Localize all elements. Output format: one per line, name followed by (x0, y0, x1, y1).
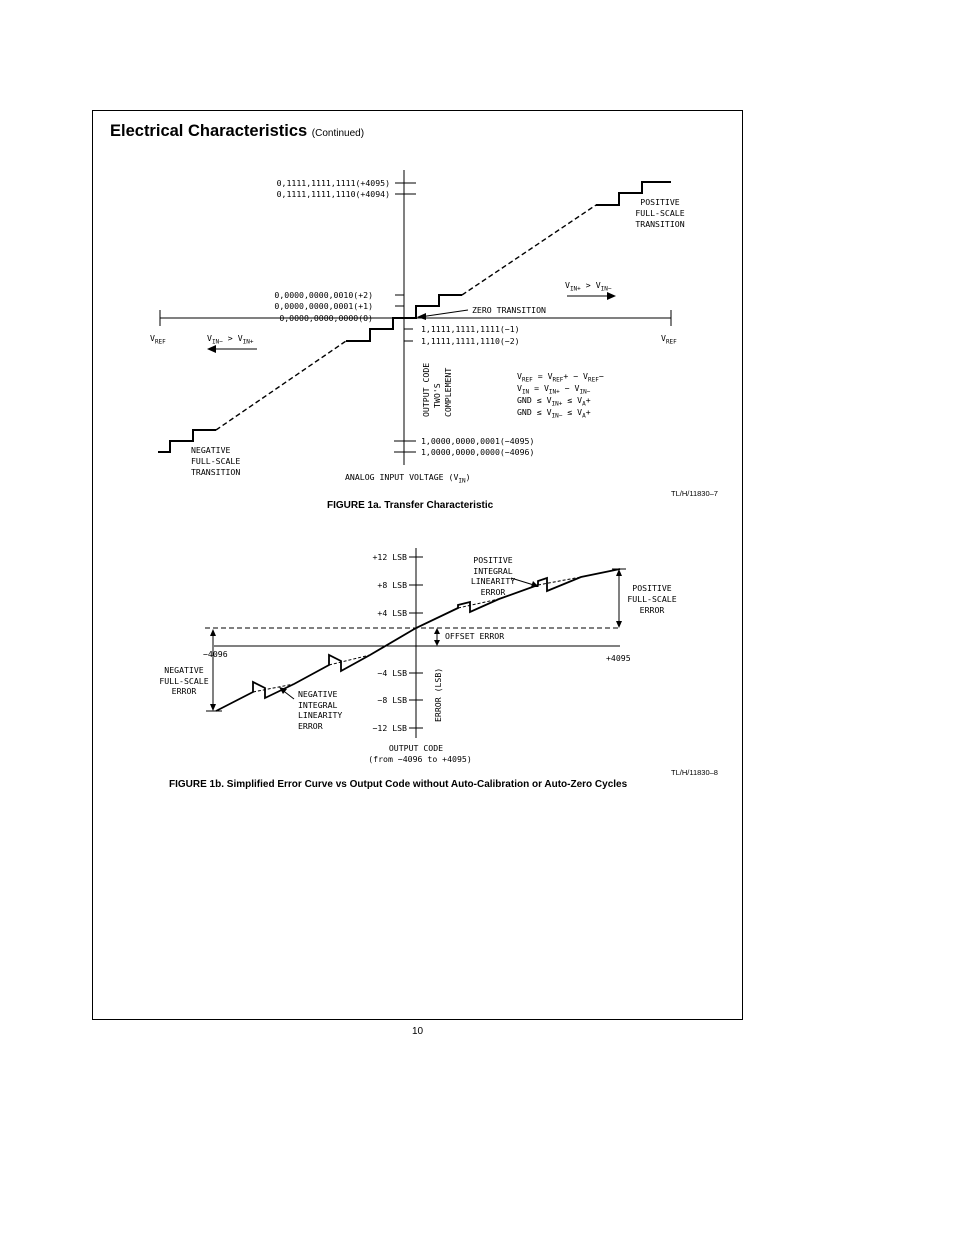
section-title-text: Electrical Characteristics (110, 122, 308, 140)
eq1-b-sub: REF (552, 376, 564, 384)
eq4-a-sub: IN− (551, 412, 563, 420)
fig1a-dashed-upper (462, 205, 596, 295)
fig1b-pos-fs-3: ERROR (639, 605, 665, 615)
eq3-c: + (585, 395, 591, 405)
fig1b-neg-inl-1: NEGATIVE (298, 689, 338, 699)
fig1a-label-p2: 0,0000,0000,0010(+2) (274, 290, 373, 300)
fig1b-xaxis-label-1: OUTPUT CODE (388, 743, 444, 753)
fig1b-neg-fs-2: FULL-SCALE (159, 676, 209, 686)
fig1a-right-arrowhead (607, 292, 616, 300)
eq-line-2 (517, 383, 591, 396)
xlabel-sub: IN (458, 477, 466, 485)
fig1b-pos-fs-2: FULL-SCALE (627, 594, 677, 604)
eq1-d: − (598, 371, 604, 381)
offset-arrow-down (434, 640, 440, 646)
fig1a-negative-fs-line1: NEGATIVE (191, 445, 231, 455)
vinpgm-a: V (565, 280, 570, 290)
fig1a-positive-fs-line3: TRANSITION (635, 219, 685, 229)
continued-note: (Continued) (311, 128, 365, 139)
fig1b-ideal-dash-b (329, 655, 370, 665)
fig1b-ytick-p12: +12 LSB (372, 552, 407, 562)
fig1a-labels (150, 178, 685, 485)
fig1a-yaxis-line3: COMPLEMENT (443, 367, 453, 417)
fig1b-reference: TL/H/11830–8 (671, 768, 718, 777)
fig1a-label-m4095: 1,0000,0000,0001(−4095) (421, 436, 535, 446)
vinmgp-a: V (207, 333, 212, 343)
fig1b-pos-inl-1: POSITIVE (473, 555, 513, 565)
fig1b-pos-inl-4: ERROR (480, 587, 506, 597)
fig1a-zero-transition-leader (420, 310, 468, 317)
fig1a-positive-fs-line2: FULL-SCALE (635, 208, 685, 218)
eq2-b: = V (529, 383, 549, 393)
eq1-a: V (517, 371, 522, 381)
pos-fs-arrow-down (616, 621, 622, 628)
fig1a-label-m2: 1,1111,1111,1110(−2) (421, 336, 520, 346)
vref-right-sub: REF (665, 338, 677, 346)
eq1-c-sub: REF (588, 376, 599, 384)
eq3-a: GND ≤ V (517, 395, 552, 405)
fig1a-label-m4096: 1,0000,0000,0000(−4096) (421, 447, 535, 457)
fig1a-reference: TL/H/11830–7 (671, 489, 718, 498)
eq-line-1 (517, 371, 604, 384)
eq1-c: + − V (563, 371, 588, 381)
eq4-c: + (585, 407, 591, 417)
neg-fs-arrow-up (210, 629, 216, 636)
vinmgp-b-sub: IN+ (242, 338, 254, 346)
fig1b-ytick-p4: +4 LSB (377, 608, 407, 618)
fig1b-neg-fs-3: ERROR (171, 686, 197, 696)
eq-line-3 (517, 395, 591, 408)
neg-fs-arrow-down (210, 704, 216, 711)
fig1b-x-min-label: −4096 (203, 649, 228, 659)
fig1b-error-curve (216, 569, 620, 711)
eq2-b-sub: IN+ (548, 388, 560, 396)
fig1b-x-max-label: +4095 (606, 653, 631, 663)
eq1-b: = V (532, 371, 553, 381)
fig1b-labels (159, 552, 676, 764)
vref-left-sub: REF (154, 338, 166, 346)
fig1b-yaxis-label: ERROR (LSB) (433, 667, 443, 722)
vinmgp-op: > (227, 333, 233, 343)
fig1b-offset-error: OFFSET ERROR (445, 631, 505, 641)
fig1a-vref-right (661, 333, 677, 346)
fig1a-equations (517, 371, 604, 420)
fig1b-ytick-p8: +8 LSB (377, 580, 407, 590)
fig1a-arrowheads (207, 292, 616, 353)
page-number: 10 (411, 1026, 424, 1037)
vinmgp-b: V (237, 333, 243, 343)
fig1a-vin-minus-gt-plus (207, 333, 254, 346)
eq2-a: V (517, 383, 522, 393)
eq2-a-sub: IN (521, 388, 530, 396)
fig1b-neg-inl-4: ERROR (298, 721, 323, 731)
fig1a-yaxis-line2: TWO'S (432, 383, 442, 408)
fig1b-neg-fs-1: NEGATIVE (164, 665, 204, 675)
fig1a-vin-plus-gt-minus (565, 280, 612, 293)
fig1b-caption: FIGURE 1b. Simplified Error Curve vs Output Code without Auto-Calibration or Auto-Zero Cycles (169, 779, 628, 790)
vref-right-v: V (661, 333, 666, 343)
offset-arrow-up (434, 628, 440, 634)
fig1a-left-arrowhead (207, 345, 216, 353)
fig1b-ytick-m4: −4 LSB (377, 668, 407, 678)
eq3-a-sub: IN+ (551, 400, 563, 408)
eq2-c: − V (559, 383, 580, 393)
vinpgm-op: > (585, 280, 591, 290)
fig1a-zero-transition-label: ZERO TRANSITION (472, 305, 546, 315)
eq4-b: ≤ V (562, 407, 583, 417)
eq4-b-sub: A (582, 412, 586, 420)
fig1a-label-p4094: 0,1111,1111,1110(+4094) (276, 189, 390, 199)
eq-line-4 (517, 407, 591, 420)
eq3-b-sub: A (582, 400, 586, 408)
vref-left-v: V (150, 333, 155, 343)
vinpgm-b-sub: IN− (600, 285, 612, 293)
figure-1b-error-curve (205, 548, 626, 738)
fig1a-negative-fs-line2: FULL-SCALE (191, 456, 241, 466)
fig1b-pos-inl-3: LINEARITY (470, 576, 516, 586)
fig1b-pos-inl-2: INTEGRAL (473, 566, 513, 576)
fig1b-pos-fs-1: POSITIVE (632, 583, 672, 593)
fig1b-ytick-m8: −8 LSB (377, 695, 407, 705)
fig1a-label-p4095: 0,1111,1111,1111(+4095) (276, 178, 390, 188)
eq2-c-sub: IN− (579, 388, 591, 396)
fig1a-label-p1: 0,0000,0000,0001(+1) (274, 301, 373, 311)
vinmgp-a-sub: IN− (211, 338, 223, 346)
xlabel-main: ANALOG INPUT VOLTAGE (V (345, 472, 459, 482)
fig1b-ytick-m12: −12 LSB (372, 723, 407, 733)
fig1a-caption: FIGURE 1a. Transfer Characteristic (327, 500, 494, 511)
fig1a-x-axis-label (345, 472, 471, 485)
xlabel-end: ) (465, 472, 471, 482)
fig1a-label-m1: 1,1111,1111,1111(−1) (421, 324, 520, 334)
eq3-b: ≤ V (562, 395, 583, 405)
vinpgm-a-sub: IN+ (569, 285, 581, 293)
fig1b-xaxis-label-2: (from −4096 to +4095) (368, 754, 472, 764)
eq4-a: GND ≤ V (517, 407, 552, 417)
vinpgm-b: V (595, 280, 601, 290)
eq1-a-sub: REF (521, 376, 533, 384)
fig1a-zero-arrowhead (417, 313, 426, 320)
fig1a-positive-fs-line1: POSITIVE (640, 197, 680, 207)
fig1b-neg-inl-3: LINEARITY (298, 710, 343, 720)
fig1a-label-z0: 0,0000,0000,0000(0) (279, 313, 373, 323)
fig1a-negative-fs-line3: TRANSITION (191, 467, 241, 477)
fig1a-vref-left (150, 333, 166, 346)
fig1a-yaxis-line1: OUTPUT CODE (421, 362, 431, 417)
fig1b-neg-inl-2: INTEGRAL (298, 700, 338, 710)
figure-1a-transfer-characteristic (158, 170, 671, 465)
